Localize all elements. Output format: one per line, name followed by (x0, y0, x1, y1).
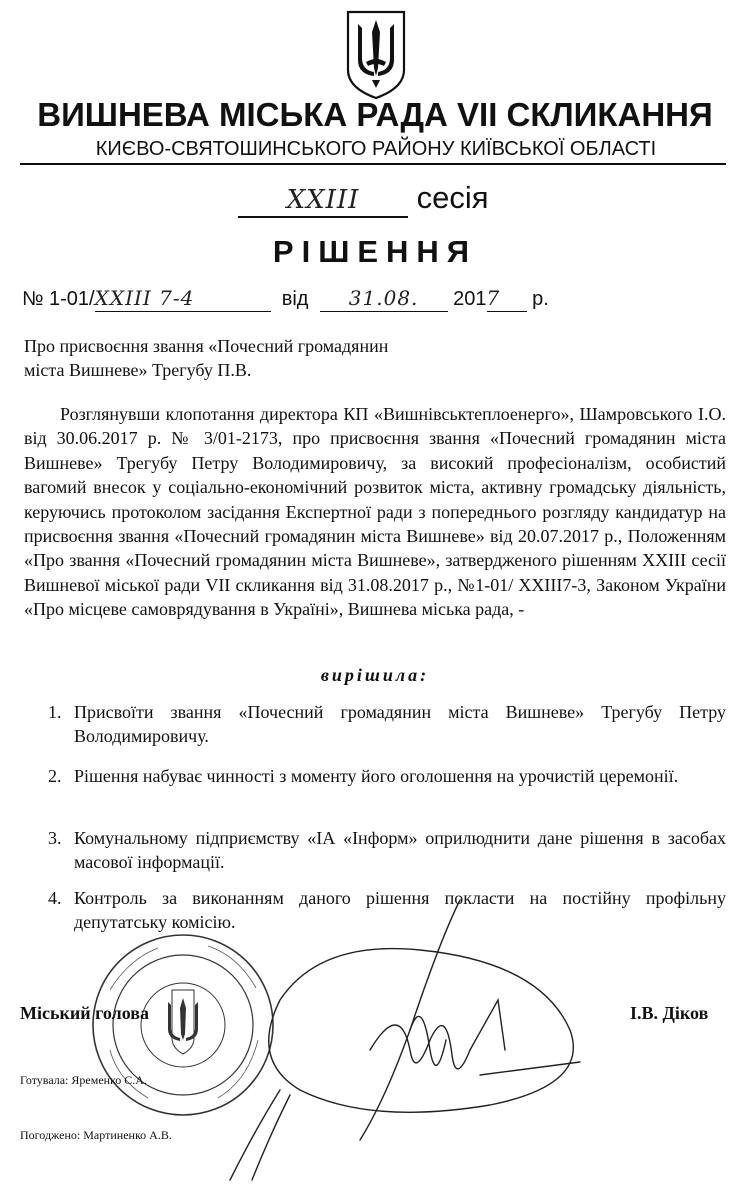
mayor-name: І.В. Діков (630, 1003, 709, 1023)
mayor-label: Міський голова (20, 1003, 149, 1023)
session-row (238, 180, 489, 218)
resolved-label: вирішила: (320, 665, 430, 685)
year-prefix: 201 (453, 288, 487, 310)
decision-title: РІШЕННЯ (272, 234, 478, 269)
decision-number-row (22, 286, 549, 312)
item-number: 2. (48, 766, 62, 786)
item-number: 3. (48, 828, 62, 848)
preamble-text: Розглянувши клопотання директора КП «Вишнівськтеплоенерго», Шамровського І.О. від 30.06.2017 р. № 3/01-2173, про присвоєння звання «Почесний громадянин міста Вишневе» Трегубу Петру Володимировичу, за високий професіоналізм, особистий вагомий внесок у соціально-економічний розвиток міста, активну громадську діяльність, керуючись протоколом засідання Експертної ради з попереднього розгляду кандидатур на присвоєння звання «Почесний громадянин міста Вишневе» від 20.07.2017 р., Положенням «Про звання «Почесний громадянин міста Вишневе», затвердженого рішенням XXIII сесії Вишневої міської ради VII скликання від 31.08.2017 р., №1-01/ XXIII7-3, Законом України «Про місцеве самоврядування в Україні», Вишнева міська рада, - (24, 404, 726, 620)
date-handwritten: 31.08. (348, 286, 419, 310)
decision-subject (24, 334, 388, 382)
year-handwritten: 7 (486, 286, 501, 310)
date-field (320, 286, 448, 312)
session-number-handwritten: XXIII (286, 185, 360, 215)
year-field (487, 286, 527, 312)
number-field (95, 286, 271, 312)
header-divider (20, 163, 726, 165)
subject-line-2: міста Вишневе» Трегубу П.В. (24, 360, 252, 380)
council-title: ВИШНЕВА МІСЬКА РАДА VII СКЛИКАННЯ (37, 96, 713, 133)
session-number-field (238, 180, 408, 218)
item-text: Комунальному підприємству «ІА «Інформ» оприлюднити дане рішення в засобах масової інформації. (74, 828, 726, 873)
mayor-signature (160, 880, 720, 1190)
session-label: сесія (416, 180, 489, 215)
item-text: Рішення набуває чинності з моменту його оголошення на урочистій церемонії. (74, 766, 679, 786)
council-subtitle: КИЄВО-СВЯТОШИНСЬКОГО РАЙОНУ КИЇВСЬКОЇ ОБЛАСТІ (95, 138, 657, 160)
agreed-by: Погоджено: Мартиненко А.В. (20, 1128, 172, 1142)
item-text: Контроль за виконанням даного рішення покласти на постійну профільну депутатську комісію. (74, 888, 726, 933)
item-number: 4. (48, 888, 62, 908)
number-prefix: № 1-01/ (22, 288, 95, 310)
year-suffix: р. (532, 288, 549, 310)
trident-emblem-icon (344, 8, 408, 100)
subject-line-1: Про присвоєння звання «Почесний громадянин (24, 336, 389, 356)
item-number: 1. (48, 702, 62, 722)
prepared-by: Готувала: Яременко С.А. (20, 1073, 147, 1087)
item-text: Присвоїти звання «Почесний громадянин міста Вишневе» Трегубу Петру Володимировичу. (74, 702, 726, 747)
number-handwritten: XXIII 7-4 (94, 286, 195, 310)
date-label: від (281, 288, 309, 310)
